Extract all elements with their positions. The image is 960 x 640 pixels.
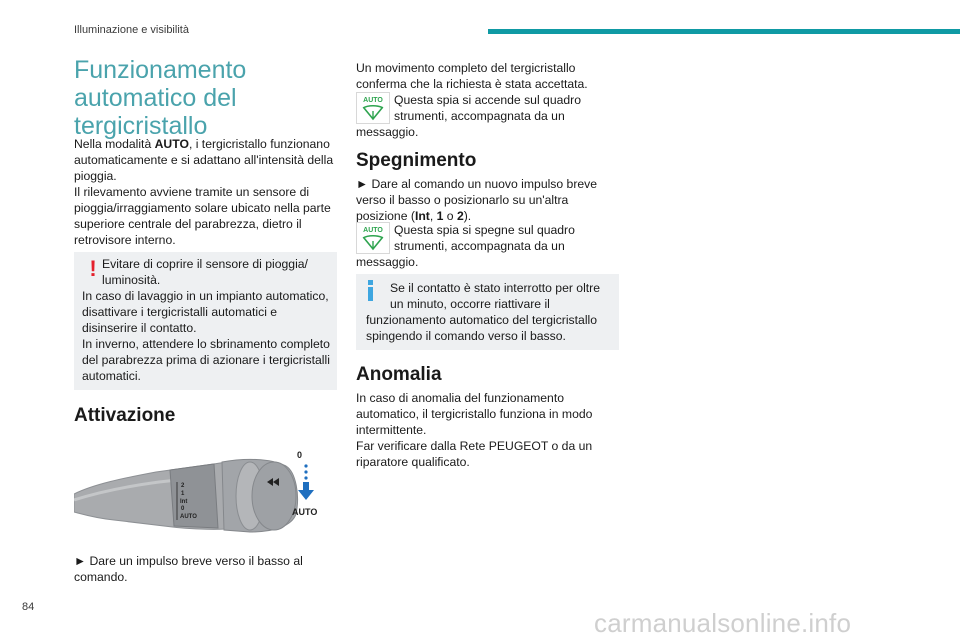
title-line: automatico del	[74, 84, 237, 112]
step-text: ).	[463, 209, 472, 223]
auto-mode-label: AUTO	[154, 137, 189, 151]
arrow-top-label: 0	[297, 450, 303, 460]
page-title	[74, 56, 334, 140]
right-intro-line: Un movimento completo del tergicristallo	[356, 61, 576, 75]
step-line: ► Dare un impulso breve verso il basso al	[74, 554, 303, 568]
spia-off-line: strumenti, accompagnata da un	[394, 239, 565, 253]
anomalia-paragraph	[356, 390, 626, 470]
arrow-bottom-label: AUTO	[292, 507, 318, 517]
position-1: 1	[436, 209, 444, 223]
anomalia-line: intermittente.	[356, 423, 427, 437]
anomalia-line: automatico, il tergicristallo funziona in modo	[356, 407, 593, 421]
spia-on-line: Questa spia si accende sul quadro	[394, 93, 581, 107]
spegnimento-step	[356, 176, 626, 224]
auto-icon-label: AUTO	[363, 227, 383, 234]
spia-on-line: strumenti, accompagnata da un	[394, 109, 565, 123]
anomalia-line: In caso di anomalia del funzionamento	[356, 391, 564, 405]
stalk-position-label: 2	[181, 483, 185, 489]
intro-line: Il rilevamento avviene tramite un sensore di	[74, 185, 310, 199]
stalk-position-label: Int	[180, 499, 188, 505]
info-line: un minuto, occorre riattivare il	[390, 297, 550, 311]
right-intro-line: conferma che la richiesta è stata accettata.	[356, 77, 588, 91]
stalk-position-label: AUTO	[180, 514, 197, 520]
header-accent-bar	[488, 29, 960, 34]
intro-paragraph	[74, 136, 344, 248]
info-line: spingendo il comando verso il basso.	[366, 329, 566, 343]
intro-line: pioggia/irraggiamento solare ubicato nella parte	[74, 201, 331, 215]
intro-line: superiore centrale del parabrezza, dietro il	[74, 217, 302, 231]
position-int: Int	[414, 209, 430, 223]
warning-line: In caso di lavaggio in un impianto automatico,	[82, 289, 329, 303]
wiper-stalk-illustration	[74, 440, 330, 536]
position-2: 2	[456, 209, 464, 223]
right-intro	[356, 60, 626, 92]
stalk-position-label: 0	[181, 506, 185, 512]
info-box	[356, 274, 619, 350]
page-number: 84	[22, 601, 35, 613]
intro-line: pioggia.	[74, 169, 117, 183]
section-heading-anomalia: Anomalia	[356, 364, 442, 385]
section-heading-spegnimento: Spegnimento	[356, 150, 477, 171]
exclamation-icon: !	[89, 256, 97, 281]
anomalia-line: riparatore qualificato.	[356, 455, 470, 469]
step-line: verso il basso o posizionarlo su un'altra	[356, 193, 569, 207]
info-icon	[366, 280, 374, 302]
step-line: comando.	[74, 570, 128, 584]
warning-line: automatici.	[82, 369, 141, 383]
spia-off-line: Questa spia si spegne sul quadro	[394, 223, 575, 237]
intro-line	[74, 136, 344, 152]
info-line: Se il contatto è stato interrotto per oltre	[390, 281, 601, 295]
warning-box	[74, 252, 337, 390]
warning-line: disinserire il contatto.	[82, 321, 197, 335]
warning-line: Evitare di coprire il sensore di pioggia/	[102, 257, 308, 271]
intro-text: , i tergicristallo funzionano	[188, 137, 330, 151]
intro-text: Nella modalità	[74, 137, 155, 151]
section-heading-attivazione: Attivazione	[74, 405, 176, 426]
section-header: Illuminazione e visibilità	[74, 24, 189, 36]
step-text: ,	[429, 209, 437, 223]
title-line: tergicristallo	[74, 112, 208, 140]
step-line: ► Dare al comando un nuovo impulso breve	[356, 177, 598, 191]
watermark: carmanualsonline.info	[594, 608, 852, 638]
step-text: posizione (	[356, 209, 415, 223]
spia-on-line: messaggio.	[356, 125, 419, 139]
stalk-position-label: 1	[181, 491, 185, 497]
warning-line: luminosità.	[102, 273, 161, 287]
warning-line: disattivare i tergicristalli automatici e	[82, 305, 278, 319]
auto-wiper-indicator-icon	[356, 222, 390, 254]
step-text: o	[443, 209, 457, 223]
intro-line: automaticamente e si adattano all'intensità della	[74, 153, 334, 167]
warning-line: In inverno, attendere lo sbrinamento completo	[82, 337, 330, 351]
warning-line: del parabrezza prima di azionare i tergicristalli	[82, 353, 330, 367]
info-line: funzionamento automatico del tergicristallo	[366, 313, 598, 327]
auto-wiper-indicator-icon	[356, 92, 390, 124]
spia-off-line: messaggio.	[356, 255, 419, 269]
intro-line: retrovisore interno.	[74, 233, 176, 247]
anomalia-line: Far verificare dalla Rete PEUGEOT o da un	[356, 439, 593, 453]
attivazione-step	[74, 553, 344, 585]
auto-icon-label: AUTO	[363, 97, 383, 104]
title-line: Funzionamento	[74, 56, 247, 84]
